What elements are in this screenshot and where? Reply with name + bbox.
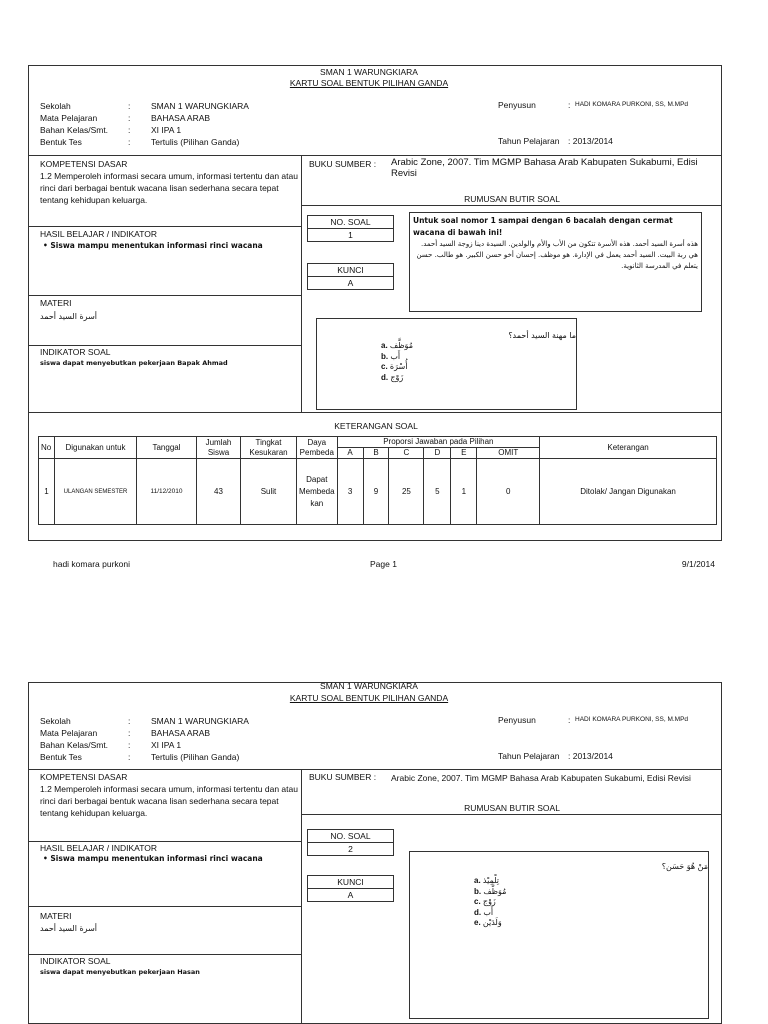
divider: [29, 412, 721, 413]
penyusun-value: HADI KOMARA PURKONI, SS, M.MPd: [575, 716, 689, 723]
option-e: [474, 918, 506, 929]
option-value: زَوْج: [482, 897, 496, 906]
th-choice: OMIT: [477, 448, 540, 459]
keterangan-table: [38, 436, 717, 525]
info-colons: [128, 715, 130, 763]
hasil-text: • Siswa mampu menentukan informasi rinci wacana: [43, 854, 263, 863]
penyusun-label: Penyusun: [498, 100, 536, 110]
info-label: Bentuk Tes: [40, 752, 82, 762]
divider: [29, 841, 301, 842]
option-value: أُسْرَة: [389, 362, 408, 371]
buku-value: Arabic Zone, 2007. Tim MGMP Bahasa Arab Kabupaten Sukabumi, Edisi Revisi: [391, 157, 698, 179]
card-title: KARTU SOAL BENTUK PILIHAN GANDA: [289, 78, 449, 88]
school-title: SMAN 1 WARUNGKIARA: [320, 681, 418, 691]
kd-label: KOMPETENSI DASAR: [40, 159, 128, 169]
passage-arabic: هذه أسرة السيد أحمد. هذه الأسرة تتكون من الأب والأم والولدين. السيدة دينا زوجة السيد أحمد. هي ربة البيت. السيد أحمد يعمل في الإدارة. هو موظف. إحسان أخو حسن الكبير. هو طالب. حسن يتعلم في المدرسة الثانوية.: [416, 240, 698, 270]
option-d: [474, 908, 506, 919]
kunci-label: KUNCI: [308, 264, 393, 277]
divider: [29, 345, 301, 346]
option-key: b.: [381, 351, 389, 361]
card-title: KARTU SOAL BENTUK PILIHAN GANDA: [289, 693, 449, 703]
materi-text: أسرة السيد أحمد: [40, 312, 98, 321]
kunci-box: [307, 875, 394, 902]
option-a: [381, 341, 413, 352]
option-a: [474, 876, 506, 887]
passage-box: [409, 212, 702, 312]
option-key: a.: [474, 876, 481, 885]
kunci-box: [307, 263, 394, 290]
th-tingkat: Tingkat Kesukaran: [241, 437, 297, 459]
indikator-label: INDIKATOR SOAL: [40, 956, 111, 966]
th-proporsi: Proporsi Jawaban pada Pilihan: [337, 437, 540, 448]
info-label: Bentuk Tes: [40, 137, 82, 147]
th-choice: E: [451, 448, 477, 459]
colon: :: [128, 752, 131, 762]
colon: :: [128, 728, 131, 738]
td-no: 1: [39, 459, 55, 525]
rumusan-label: RUMUSAN BUTIR SOAL: [464, 803, 560, 813]
kunci-value: A: [347, 890, 354, 900]
buku-label: BUKU SUMBER :: [309, 772, 377, 782]
kunci-label: KUNCI: [308, 876, 393, 889]
th-choice: B: [363, 448, 389, 459]
option-c: [474, 897, 506, 908]
table-row: [39, 459, 717, 525]
question-card-2: [28, 682, 722, 1024]
colon: :: [568, 715, 571, 725]
tahun-value: : 2013/2014: [568, 136, 613, 146]
info-label: Sekolah: [40, 101, 71, 111]
info-values: [151, 100, 249, 148]
option-value: وَلَدَيْن: [482, 918, 502, 927]
td-choice: 5: [424, 459, 451, 525]
divider: [29, 906, 301, 907]
divider: [29, 954, 301, 955]
td-jumlah: 43: [197, 459, 241, 525]
no-soal-box: [307, 215, 394, 242]
option-value: أَب: [483, 907, 494, 917]
hasil-text: • Siswa mampu menentukan informasi rinci wacana: [43, 241, 263, 250]
info-label: Bahan Kelas/Smt.: [40, 740, 109, 750]
no-soal-label: NO. SOAL: [308, 216, 393, 229]
info-value: SMAN 1 WARUNGKIARA: [151, 716, 249, 726]
option-value: زَوْج: [390, 372, 404, 382]
options-list: [474, 876, 506, 929]
info-value: BAHASA ARAB: [151, 113, 211, 123]
th-choice: A: [337, 448, 363, 459]
no-soal-value: 1: [348, 230, 353, 240]
td-choice: 25: [389, 459, 424, 525]
info-colons: [128, 100, 130, 148]
option-value: أَب: [390, 351, 401, 361]
divider: [29, 226, 301, 227]
info-label: Mata Pelajaran: [40, 113, 98, 123]
hasil-label: HASIL BELAJAR / INDIKATOR: [40, 229, 157, 239]
passage-intro: Untuk soal nomor 1 sampai dengan 6 bacalah dengan cermat wacana di bawah ini!: [413, 216, 673, 237]
option-b: [474, 887, 506, 898]
materi-text: أسرة السيد أحمد: [40, 924, 98, 933]
footer-author: hadi komara purkoni: [53, 559, 131, 569]
colon: :: [128, 101, 131, 111]
kd-text: 1.2 Memperoleh informasi secara umum, informasi tertentu dan atau rinci dari berbagai bentuk wacana lisan sederhana secara tepat tentang kehidupan keluarga.: [40, 784, 298, 818]
th-keterangan: Keterangan: [540, 437, 717, 459]
info-label: Bahan Kelas/Smt.: [40, 125, 109, 135]
info-value: BAHASA ARAB: [151, 728, 211, 738]
option-c: [381, 362, 413, 373]
question-card-1: [28, 65, 722, 541]
divider: [29, 155, 721, 156]
td-digunakan: ULANGAN SEMESTER: [55, 459, 137, 525]
tahun-label: Tahun Pelajaran: [498, 136, 560, 146]
info-value: Tertulis (Pilihan Ganda): [151, 137, 240, 147]
materi-label: MATERI: [40, 911, 72, 921]
indikator-label: INDIKATOR SOAL: [40, 347, 111, 357]
option-value: تِلْمِيْذ: [482, 876, 500, 885]
info-label: Mata Pelajaran: [40, 728, 98, 738]
option-value: مُوَظَّف: [389, 341, 413, 350]
kunci-value: A: [347, 278, 354, 288]
option-d: [381, 373, 413, 384]
td-tingkat: Sulit: [241, 459, 297, 525]
option-key: b.: [474, 886, 482, 896]
question-box: [409, 851, 709, 1019]
option-key: d.: [474, 907, 482, 917]
info-value: XI IPA 1: [151, 125, 182, 135]
th-choice: C: [389, 448, 424, 459]
school-title: SMAN 1 WARUNGKIARA: [320, 67, 418, 77]
option-key: c.: [474, 897, 481, 906]
colon: :: [128, 137, 131, 147]
divider: [302, 205, 721, 206]
indikator-text: siswa dapat menyebutkan pekerjaan Bapak Ahmad: [40, 359, 228, 367]
tahun-label: Tahun Pelajaran: [498, 751, 560, 761]
info-value: SMAN 1 WARUNGKIARA: [151, 101, 249, 111]
hasil-label: HASIL BELAJAR / INDIKATOR: [40, 843, 157, 853]
option-b: [381, 352, 413, 363]
indikator-text: siswa dapat menyebutkan pekerjaan Hasan: [40, 968, 200, 976]
info-label: Sekolah: [40, 716, 71, 726]
th-choice: D: [424, 448, 451, 459]
th-daya: Daya Pembeda: [297, 437, 338, 459]
option-key: d.: [381, 372, 389, 382]
divider: [29, 769, 721, 770]
question-box: [316, 318, 577, 410]
info-labels: [40, 715, 108, 763]
colon: :: [128, 113, 131, 123]
td-choice: 9: [363, 459, 389, 525]
td-choice: 3: [337, 459, 363, 525]
tahun-value: : 2013/2014: [568, 751, 613, 761]
options-list: [381, 341, 413, 383]
question-text: مَنْ هُوَ حَسَن؟: [661, 862, 708, 871]
penyusun-label: Penyusun: [498, 715, 536, 725]
rumusan-label: RUMUSAN BUTIR SOAL: [464, 194, 560, 204]
th-tanggal: Tanggal: [137, 437, 197, 459]
option-key: a.: [381, 341, 388, 350]
info-labels: [40, 100, 108, 148]
option-value: مُوَظَّف: [483, 886, 507, 896]
td-tanggal: 11/12/2010: [137, 459, 197, 525]
th-no: No: [39, 437, 55, 459]
no-soal-box: [307, 829, 394, 856]
colon: :: [128, 740, 131, 750]
penyusun-value: HADI KOMARA PURKONI, SS, M.MPd: [575, 101, 689, 108]
th-jumlah: Jumlah Siswa: [197, 437, 241, 459]
td-daya: Dapat Membeda kan: [297, 459, 338, 525]
colon: :: [128, 716, 131, 726]
colon: :: [128, 125, 131, 135]
kd-text: 1.2 Memperoleh informasi secara umum, informasi tertentu dan atau rinci dari berbagai bentuk wacana lisan sederhana secara tepat tentang kehidupan keluarga.: [40, 171, 298, 205]
option-key: e.: [474, 918, 481, 927]
no-soal-value: 2: [348, 844, 353, 854]
td-keterangan: Ditolak/ Jangan Digunakan: [540, 459, 717, 525]
buku-label: BUKU SUMBER :: [309, 159, 377, 169]
divider: [302, 814, 721, 815]
no-soal-label: NO. SOAL: [308, 830, 393, 843]
colon: :: [568, 100, 571, 110]
kd-label: KOMPETENSI DASAR: [40, 772, 128, 782]
info-values: [151, 715, 249, 763]
info-value: Tertulis (Pilihan Ganda): [151, 752, 240, 762]
info-value: XI IPA 1: [151, 740, 182, 750]
footer-page: Page 1: [370, 559, 397, 569]
footer-date: 9/1/2014: [681, 559, 715, 569]
question-text: ما مهنة السيد أحمد؟: [508, 331, 576, 340]
keterangan-label: KETERANGAN SOAL: [334, 421, 418, 431]
td-choice: 1: [451, 459, 477, 525]
th-digunakan: Digunakan untuk: [55, 437, 137, 459]
buku-value: Arabic Zone, 2007. Tim MGMP Bahasa Arab Kabupaten Sukabumi, Edisi Revisi: [391, 773, 691, 783]
option-key: c.: [381, 362, 388, 371]
td-choice: 0: [477, 459, 540, 525]
divider: [29, 295, 301, 296]
materi-label: MATERI: [40, 298, 72, 308]
